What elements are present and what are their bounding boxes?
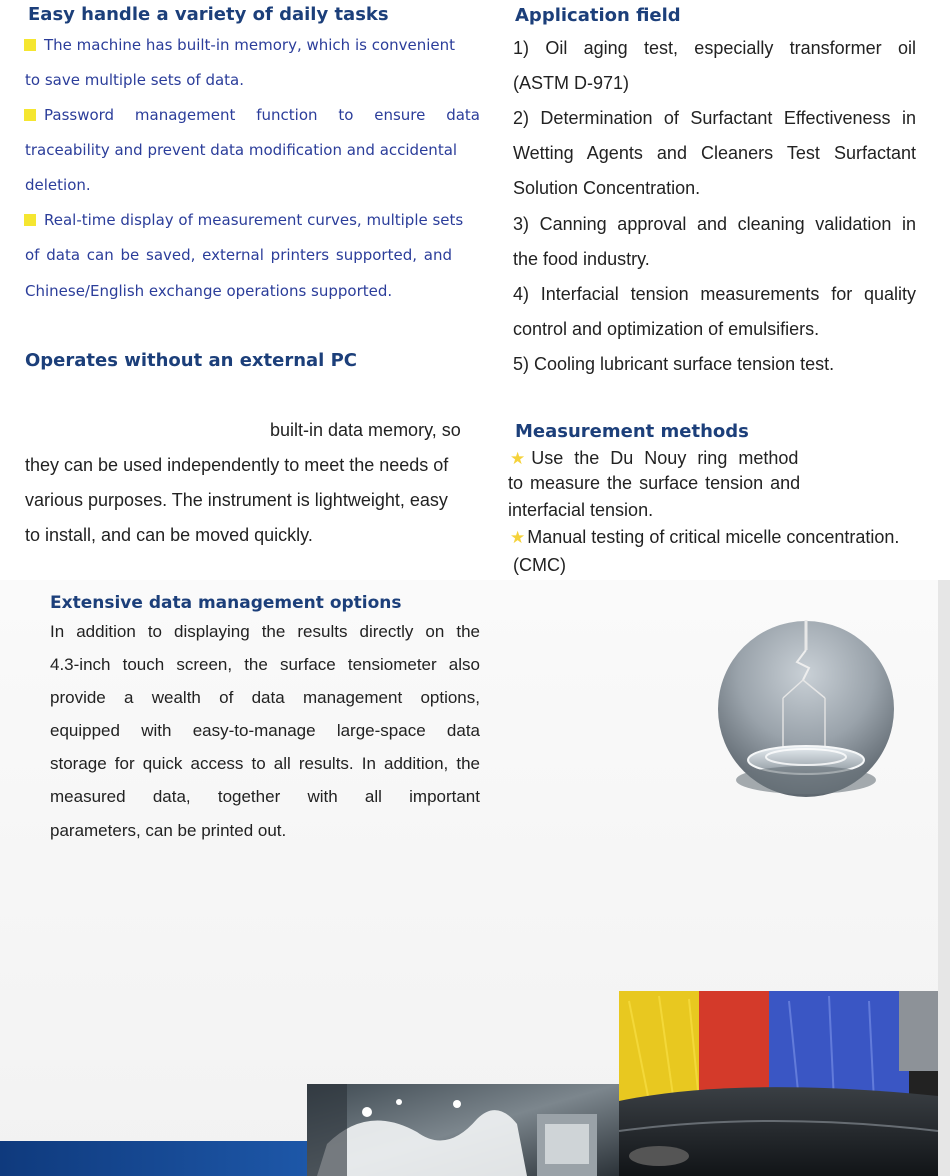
method2-line1: ★ Manual testing of critical micelle concentration. [510, 527, 900, 547]
application-line: 4) Interfacial tension measurements for quality [513, 284, 916, 304]
yellow-square-bullet-icon [24, 214, 36, 226]
application-line: 5) Cooling lubricant surface tension test. [513, 354, 835, 374]
yellow-star-icon: ★ [510, 528, 526, 547]
data-mgmt-line: equipped with easy-to-manage large-space data [50, 721, 480, 740]
method2-line2: (CMC) [513, 555, 566, 575]
operates-line2: they can be used independently to meet the needs of [25, 455, 449, 475]
yellow-square-bullet-icon [24, 109, 36, 121]
bullet3-line2: of data can be saved, external printers supported, and [25, 246, 452, 264]
data-mgmt-line: 4.3-inch touch screen, the surface tensiometer also [50, 655, 480, 674]
milk-splash-photo [307, 1084, 619, 1176]
bullet2-line1: Password management function to ensure data [24, 106, 480, 124]
application-line: 2) Determination of Surfactant Effectiveness in [513, 108, 916, 128]
data-mgmt-line: measured data, together with all important [50, 787, 480, 806]
operates-heading: Operates without an external PC [25, 350, 358, 371]
method1-line3: interfacial tension. [508, 500, 654, 520]
panel-right-edge [938, 580, 950, 1176]
data-mgmt-line: parameters, can be printed out. [50, 821, 287, 840]
application-line: Wetting Agents and Cleaners Test Surfactant [513, 143, 916, 163]
bullet1-line1: The machine has built-in memory, which is convenient [24, 36, 455, 54]
methods-heading: Measurement methods [515, 421, 749, 442]
application-line: control and optimization of emulsifiers. [513, 319, 820, 339]
application-line: 3) Canning approval and cleaning validation in [513, 214, 916, 234]
data-mgmt-heading: Extensive data management options [50, 593, 402, 613]
operates-line3: various purposes. The instrument is lightweight, easy [25, 490, 448, 510]
application-line: 1) Oil aging test, especially transformer oil [513, 38, 916, 58]
method1-line1: ★ Use the Du Nouy ring method [510, 448, 799, 468]
yellow-star-icon: ★ [510, 449, 526, 468]
yellow-square-bullet-icon [24, 39, 36, 51]
bullet2-line3: deletion. [25, 176, 91, 194]
application-line: (ASTM D-971) [513, 73, 630, 93]
du-nouy-ring-photo [717, 620, 895, 798]
bullet3-line3: Chinese/English exchange operations supported. [25, 282, 393, 300]
application-heading: Application field [515, 5, 681, 26]
application-line: Solution Concentration. [513, 178, 701, 198]
bullet3-line1: Real-time display of measurement curves, multiple sets [24, 211, 463, 229]
data-mgmt-line: storage for quick access to all results. In addition, the [50, 754, 480, 773]
bottom-blue-bar [0, 1141, 307, 1176]
application-line: the food industry. [513, 249, 650, 269]
data-mgmt-line: provide a wealth of data management options, [50, 688, 480, 707]
easy-handle-heading: Easy handle a variety of daily tasks [28, 4, 389, 25]
bullet2-line2: traceability and prevent data modification and accidental [25, 141, 458, 159]
operates-line1: built-in data memory, so [270, 420, 461, 440]
data-mgmt-line: In addition to displaying the results directly on the [50, 622, 480, 641]
operates-line4: to install, and can be moved quickly. [25, 525, 313, 545]
car-wash-photo [619, 991, 938, 1176]
bullet1-line2: to save multiple sets of data. [25, 71, 245, 89]
method1-line2: to measure the surface tension and [508, 473, 801, 493]
